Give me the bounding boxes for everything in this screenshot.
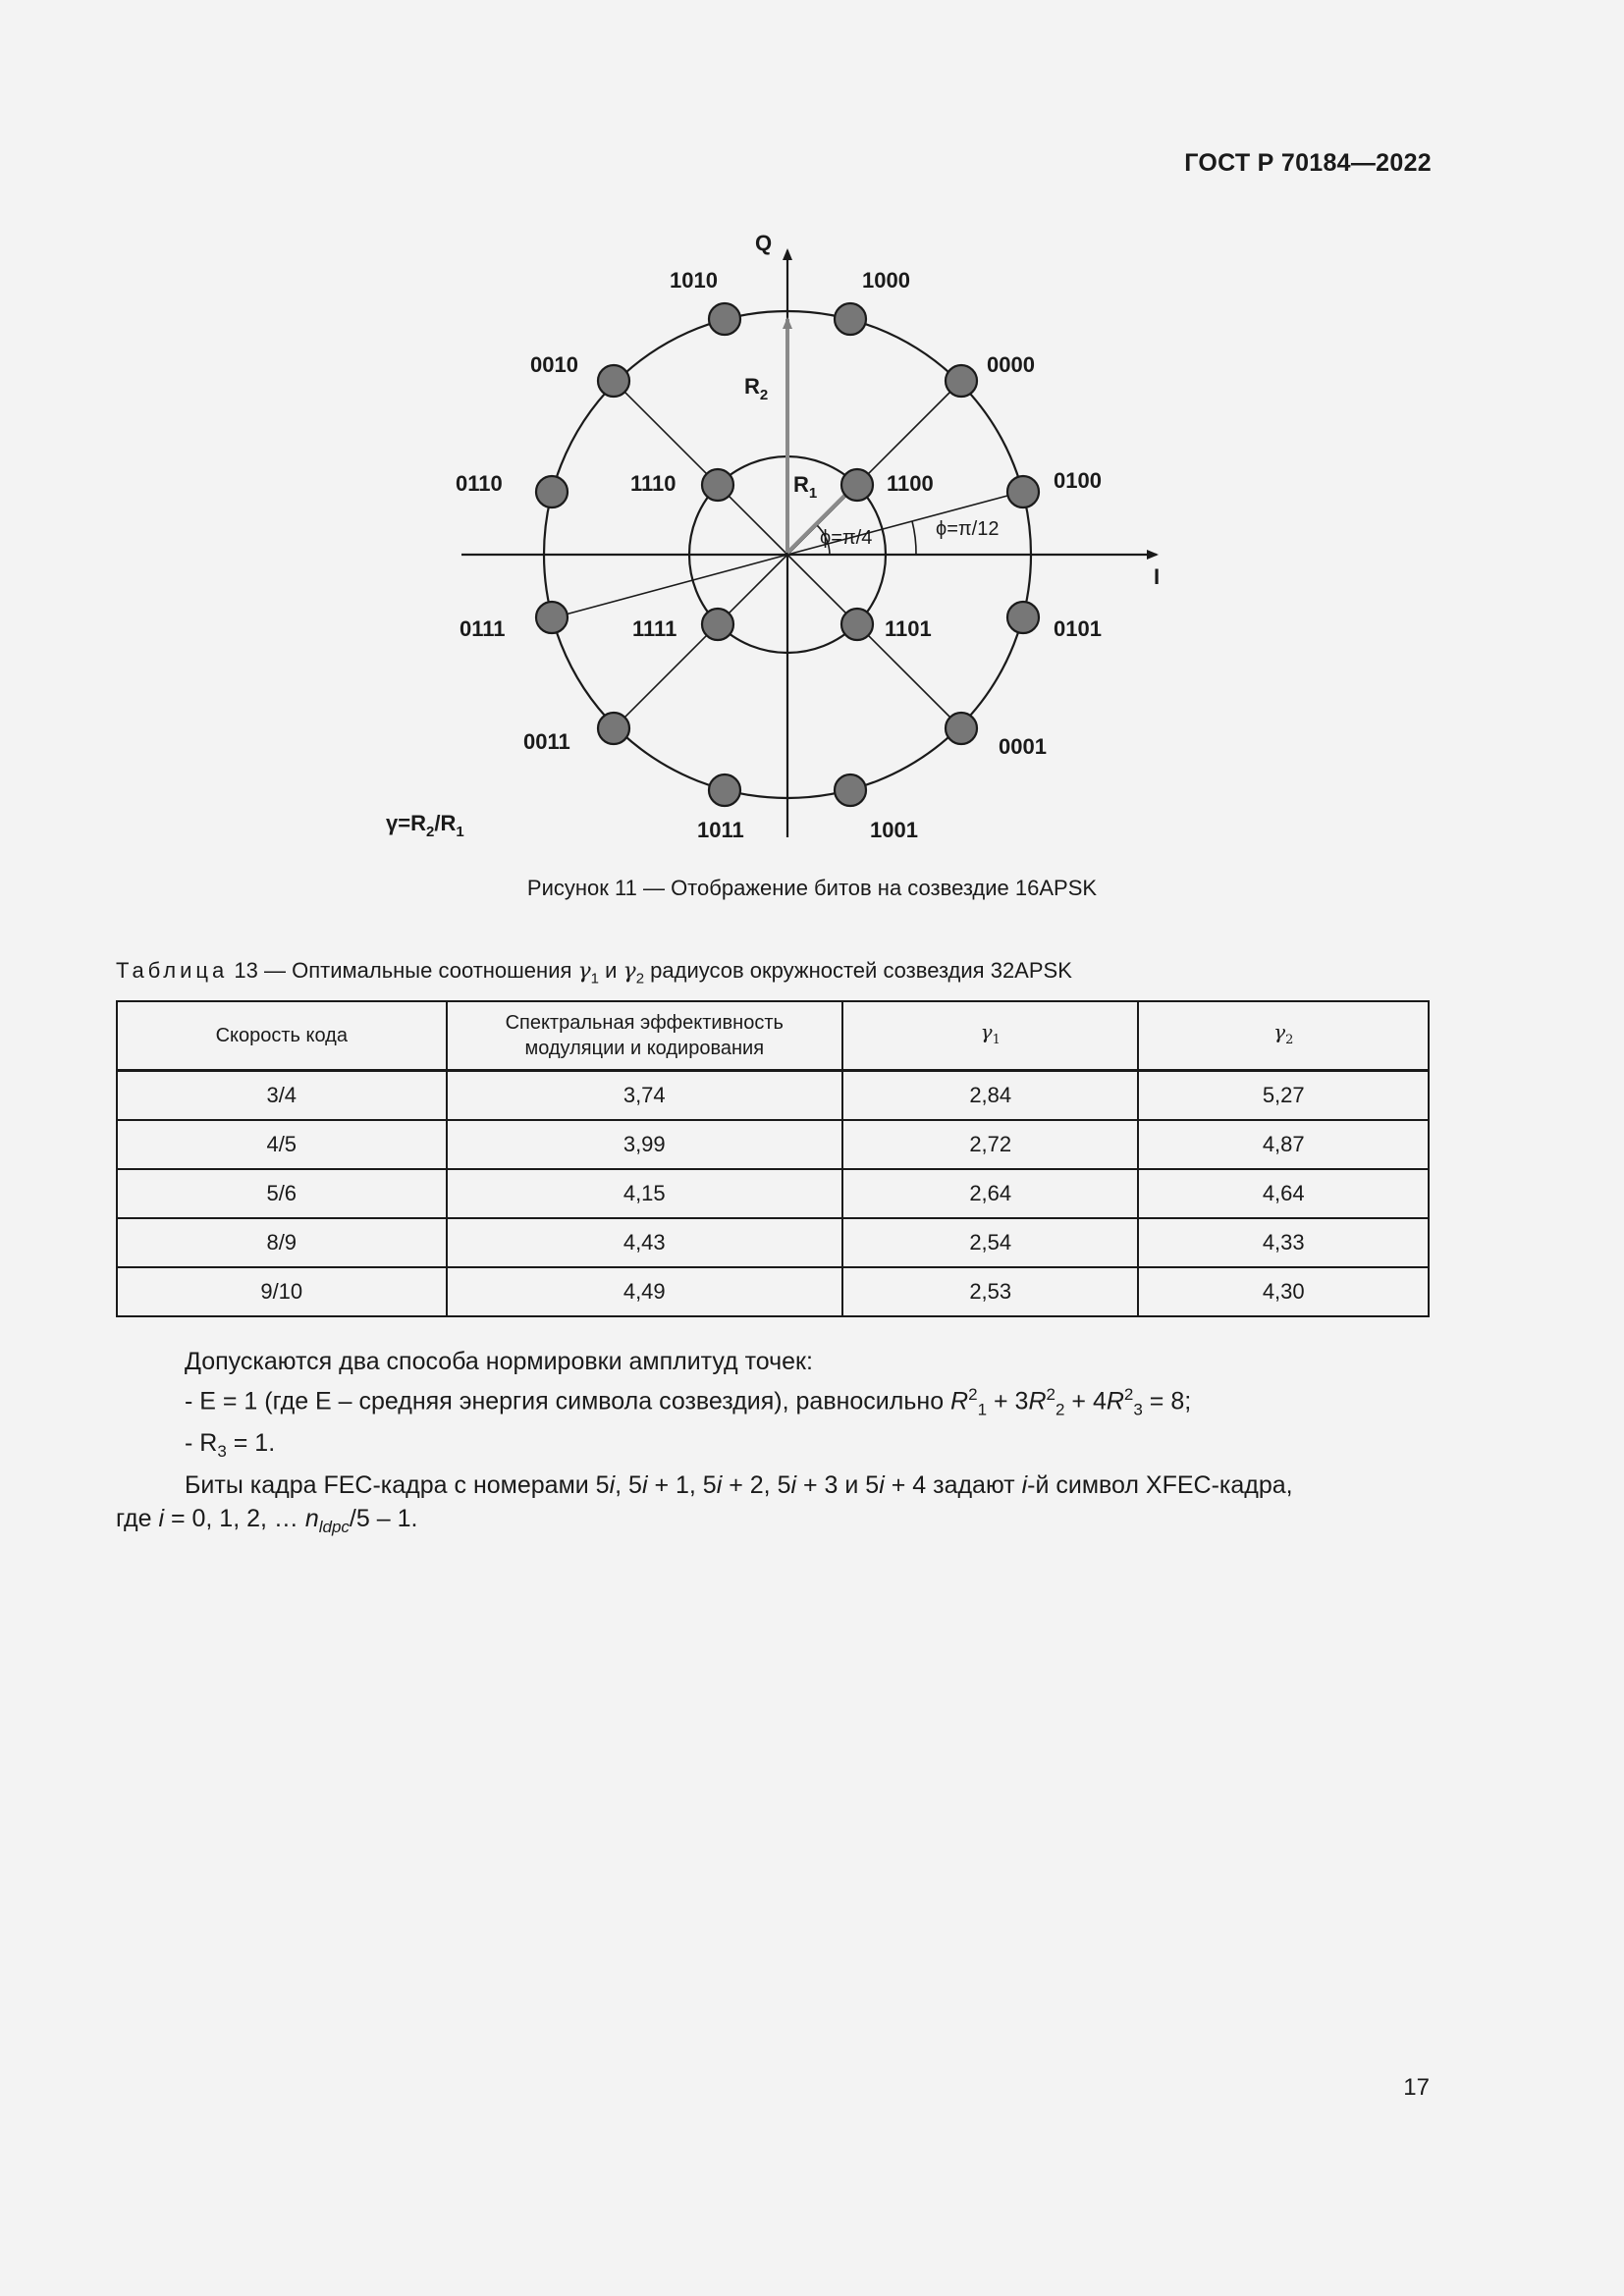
label-1110: 1110 (630, 471, 677, 496)
label-1010: 1010 (670, 268, 718, 293)
label-0011: 0011 (523, 729, 570, 754)
label-0101: 0101 (1054, 616, 1102, 641)
cell-gamma2: 4,30 (1138, 1267, 1429, 1316)
point-1100 (841, 469, 873, 501)
document-id: ГОСТ Р 70184—2022 (1184, 149, 1432, 177)
cell-gamma2: 5,27 (1138, 1071, 1429, 1121)
body-text (116, 1345, 1430, 1544)
constellation-diagram (373, 221, 1218, 849)
point-0010 (598, 365, 629, 397)
table-header-row (117, 1001, 1429, 1071)
paragraph-energy-condition: - E = 1 (где E – средняя энергия символа созвездия), равносильно $R^2_1 + 3R^2_2 + 4R^2_3 = 8$; (185, 1385, 1192, 1419)
point-1111 (702, 609, 733, 640)
point-1001 (835, 774, 866, 806)
cell-gamma1: 2,53 (842, 1267, 1138, 1316)
point-0101 (1007, 602, 1039, 633)
label-1111: 1111 (632, 616, 677, 641)
angle-inner-label: ϕ=π/4 (820, 527, 873, 549)
radial-line-0010 (614, 381, 787, 555)
cell-efficiency: 4,43 (447, 1218, 842, 1267)
label-0000: 0000 (987, 352, 1035, 377)
angle-arc-pi12 (912, 521, 916, 555)
header-code-rate: Скорость кода (117, 1001, 447, 1071)
label-1101: 1101 (885, 616, 932, 641)
point-0100 (1007, 476, 1039, 507)
cell-rate: 8/9 (117, 1218, 447, 1267)
cell-gamma1: 2,64 (842, 1169, 1138, 1218)
cell-rate: 9/10 (117, 1267, 447, 1316)
point-1101 (841, 609, 873, 640)
header-gamma2: $\gamma_2$ (1138, 1001, 1429, 1071)
label-1000: 1000 (862, 268, 910, 293)
table-row (117, 1169, 1429, 1218)
paragraph-normalization-intro: Допускаются два способа нормировки амплитуд точек: (185, 1348, 813, 1375)
point-1010 (709, 303, 740, 335)
label-1011: 1011 (697, 818, 744, 842)
header-gamma1: $\gamma_1$ (842, 1001, 1138, 1071)
cell-gamma1: 2,84 (842, 1071, 1138, 1121)
axis-i-label: I (1154, 564, 1161, 589)
cell-efficiency: 3,74 (447, 1071, 842, 1121)
label-1100: 1100 (887, 471, 934, 496)
cell-gamma2: 4,33 (1138, 1218, 1429, 1267)
axis-q-label: Q (755, 231, 773, 255)
cell-efficiency: 4,15 (447, 1169, 842, 1218)
radial-line-0111 (551, 555, 787, 618)
point-1000 (835, 303, 866, 335)
point-0111 (536, 602, 568, 633)
radial-line-0011 (614, 555, 787, 728)
label-0010: 0010 (530, 352, 578, 377)
page-number: 17 (1403, 2074, 1430, 2101)
r1-label: $R_1$ (793, 472, 818, 502)
radial-line-0001 (787, 555, 961, 728)
table-row (117, 1120, 1429, 1169)
cell-rate: 5/6 (117, 1169, 447, 1218)
paragraph-index-range: где i = 0, 1, 2, … $n_{ldpc}/5 - 1$. (116, 1505, 418, 1537)
table-row (117, 1218, 1429, 1267)
cell-gamma2: 4,87 (1138, 1120, 1429, 1169)
figure-caption: Рисунок 11 — Отображение битов на созвездие 16APSK (526, 876, 1098, 900)
cell-efficiency: 3,99 (447, 1120, 842, 1169)
cell-rate: 4/5 (117, 1120, 447, 1169)
point-0001 (946, 713, 977, 744)
point-0110 (536, 476, 568, 507)
label-0001: 0001 (999, 734, 1047, 759)
label-1001: 1001 (870, 818, 918, 842)
gamma-ratio-label: $\gamma=R_2/R_1$ (386, 811, 464, 840)
cell-rate: 3/4 (117, 1071, 447, 1121)
paragraph-r3-condition: - $R_3 = 1$. (185, 1429, 276, 1462)
table-title: Таблица 13 — Оптимальные соотношения $\gamma_1$ и $\gamma_2$ радиусов окружностей созвездия 32APSK (116, 958, 1072, 988)
label-0111: 0111 (460, 616, 506, 641)
table-row (117, 1071, 1429, 1121)
point-0000 (946, 365, 977, 397)
point-0011 (598, 713, 629, 744)
table-row (117, 1267, 1429, 1316)
paragraph-bits-mapping: Биты кадра FEC-кадра с номерами 5i, 5i + 1, 5i + 2, 5i + 3 и 5i + 4 задают i-й символ XFEC-кадра, (185, 1471, 1293, 1500)
angle-outer-label: ϕ=π/12 (936, 518, 1000, 540)
ratios-table (116, 1000, 1430, 1317)
point-1011 (709, 774, 740, 806)
point-1110 (702, 469, 733, 501)
cell-gamma2: 4,64 (1138, 1169, 1429, 1218)
header-efficiency: Спектральная эффективность модуляции и кодирования (447, 1001, 842, 1071)
label-0100: 0100 (1054, 468, 1102, 493)
r2-label: $R_2$ (744, 374, 769, 403)
cell-gamma1: 2,72 (842, 1120, 1138, 1169)
cell-efficiency: 4,49 (447, 1267, 842, 1316)
cell-gamma1: 2,54 (842, 1218, 1138, 1267)
label-0110: 0110 (456, 471, 503, 496)
